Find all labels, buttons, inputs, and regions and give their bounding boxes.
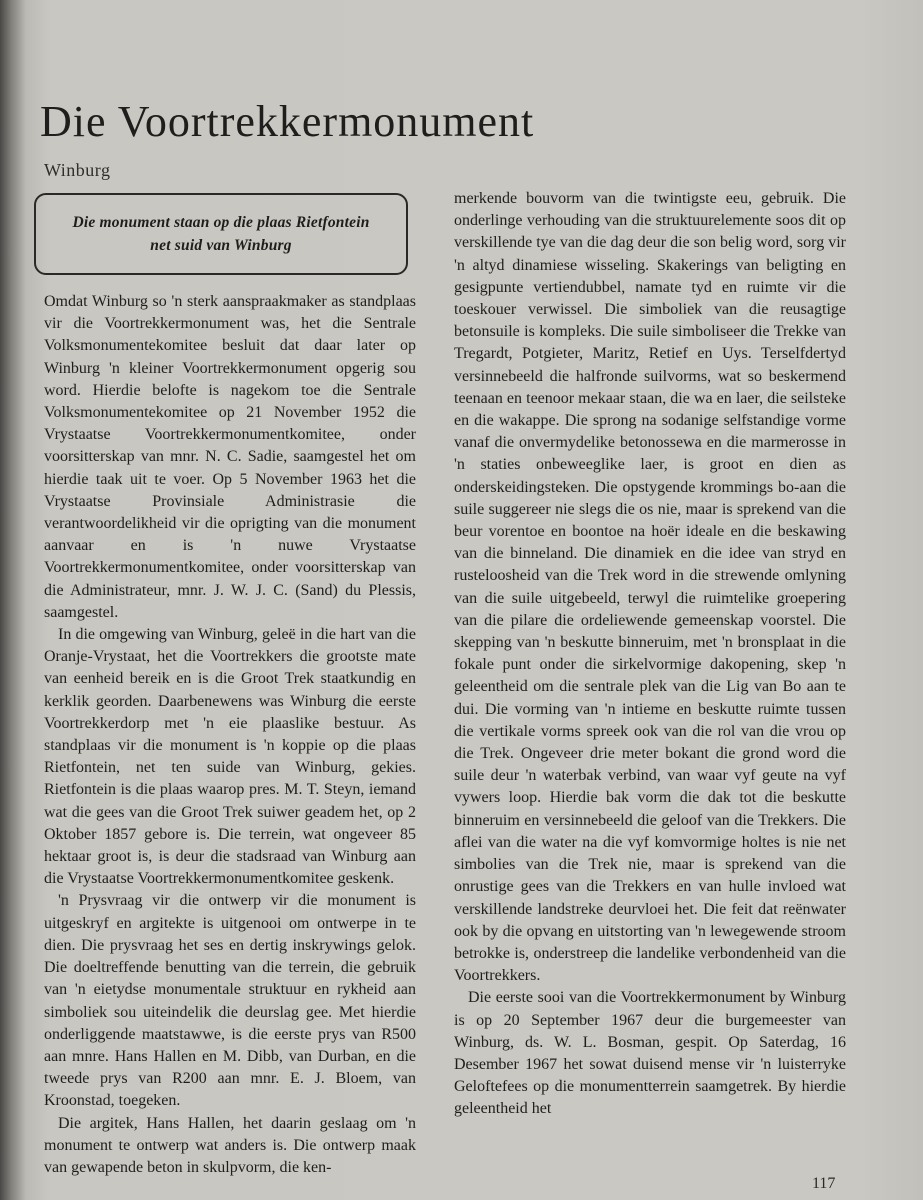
right-column <box>454 188 846 1121</box>
callout-text: Die monument staan op die plaas Rietfontein net suid van Winburg <box>72 214 370 254</box>
article-subtitle: Winburg <box>44 160 111 180</box>
left-column <box>44 291 416 1179</box>
page-number: 117 <box>812 1175 836 1192</box>
paragraph: 'n Prysvraag vir die ontwerp vir die monument is uitgeskryf en argitekte is uitgenooi om ontwerpe in te dien. Die prysvraag het ses en dertig inskrywings gelok. Die doeltreffende benutting van die terrein, die gebruik van 'n eietydse monumentale struktuur en rykheid aan simboliek sou uiteindelik die deurslag gee. Met hierdie onderliggende maatstawwe, is die eerste prys van R500 aan mnre. Hans Hallen en M. Dibb, van Durban, en die tweede prys van R200 aan mnr. E. J. Bloem, van Kroonstad, toegeken. <box>44 892 416 1110</box>
callout-box <box>34 193 408 275</box>
paragraph: Omdat Winburg so 'n sterk aanspraakmaker as standplaas vir die Voortrekkermonument was, het die Sentrale Volksmonumentekomitee besluit dat daar later op Winburg 'n kleiner Voortrekkermonument opgerig sou word. Hierdie belofte is nagekom toe die Sentrale Volksmonumentekomitee op 21 November 1952 die Vrystaatse Voortrekkermonumentkomitee, onder voorsitterskap van mnr. N. C. Sadie, saamgestel het om hierdie taak uit te voer. Op 5 November 1963 het die Vrystaatse Provinsiale Administrasie die verantwoordelikheid vir die oprigting van die monument aanvaar en is 'n nuwe Vrystaatse Voortrekkermonumentkomitee, onder voorsitterskap van die Administrateur, mnr. J. W. J. C. (Sand) du Plessis, saamgestel. <box>44 293 416 621</box>
paragraph: merkende bouvorm van die twintigste eeu, gebruik. Die onderlinge verhouding van die struktuurelemente soos dit op verskillende tye van die dag deur die son belig word, sorg vir 'n altyd dinamiese wisseling. Skakerings van beligting en gesigpunte vertiendubbel, namate tyd en ruimte vir die toeskouer verwissel. Die simboliek van die reusagtige betonsuile is kompleks. Die suile simboliseer die Trekke van Tregardt, Potgieter, Maritz, Retief en Uys. Terselfdertyd versinnebeeld die halfronde suilvorms, wat so beskermend teenaan en teenoor mekaar staan, die wa en laer, die seilsteke en die wakappe. Die sprong na sodanige selfstandige vorme vanaf die onvermydelike betonossewa en die marmerosse in 'n staties onbeweeglike laer, is groot en dien as onderskeidingsteken. Die opstygende krommings bo-aan die suile suggereer nie slegs die os nie, maar is sprekend van die beur vorentoe en boontoe na hoër ideale en die beskawing van die binneland. Die dinamiek en die idee van stryd en rusteloosheid van die Trek word in die strewende omlyning van die suile uitgebeeld, terwyl die ruimtelike groepering van die pilare die ordeliewende gemeenskap voorstel. Die skepping van 'n beskutte binneruim, met 'n bronsplaat in die fokale punt onder die sirkelvormige dakopening, skep 'n geleentheid om die sentrale plek van die Lig van Bo aan te dui. Die vorming van 'n intieme en beskutte ruimte tussen die vertikale vorms spreek ook van die rol van die vrou op die Trek. Ongeveer drie meter bokant die grond word die suile deur 'n waterbak verbind, van waar vyf geute na vyf vywers loop. Hierdie bak vorm die dak tot die beskutte binneruim en versinnebeeld die geloof van die Trekkers. Die aflei van die water na die vyf komvormige holtes is nie net simbolies van die Trek nie, maar is sprekend van die onrustige gees van die Trekkers en van hulle invloed wat verskillende landstreke deurvloei het. Die feit dat reënwater ook by die opvang en uitstorting van 'n lewegewende stroom betrokke is, onderstreep die landelike verbondenheid van die Voortrekkers. <box>454 190 846 985</box>
article-title: Die Voortrekkermonument <box>40 97 535 146</box>
paragraph: Die argitek, Hans Hallen, het daarin geslaag om 'n monument te ontwerp wat anders is. Die ontwerp maak van gewapende beton in skulpvorm, die ken- <box>44 1114 416 1176</box>
paragraph: Die eerste sooi van die Voortrekkermonument by Winburg is op 20 September 1967 deur die burgemeester van Winburg, ds. W. L. Bosman, gespit. Op Saterdag, 16 Desember 1967 het sowat duisend mense vir 'n luisterryke Geloftefees op die monumentterrein saamgetrek. By hierdie geleentheid het <box>454 989 846 1118</box>
paragraph: In die omgewing van Winburg, geleë in die hart van die Oranje-Vrystaat, het die Voortrekkers die grootste mate van eenheid bereik en is die Groot Trek staatkundig en kerklik georden. Daarbenewens was Winburg die eerste Voortrekkerdorp met 'n eie plaaslike bestuur. As standplaas vir die monument is 'n koppie op die plaas Rietfontein, net ten suide van Winburg, gekies. Rietfontein is die plaas waarop pres. M. T. Steyn, iemand wat die gees van die Groot Trek suiwer geadem het, op 2 Oktober 1857 gebore is. Die terrein, wat ongeveer 85 hektaar groot is, is deur die stadsraad van Winburg aan die Vrystaatse Voortrekkermonumentkomitee geskenk. <box>44 626 416 888</box>
